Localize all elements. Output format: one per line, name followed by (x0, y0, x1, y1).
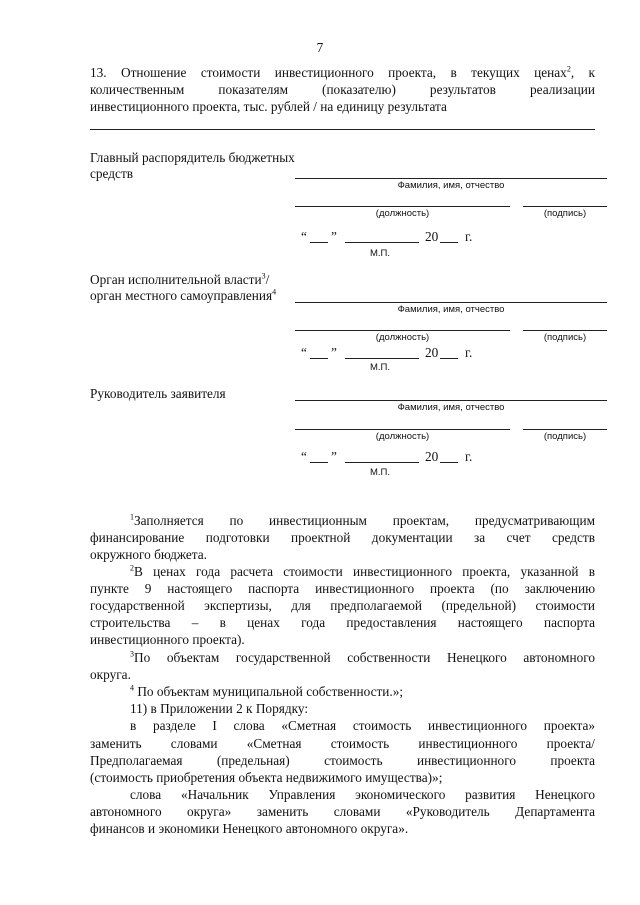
paragraph-a-line-3: Предполагаемая (предельная) стоимость инвестиционного проекта (90, 753, 595, 768)
page-number: 7 (316, 40, 324, 55)
paragraph-b-line-3: финансов и экономики Ненецкого автономного округа». (90, 821, 409, 836)
paragraph-a-line-2: заменить словами «Сметная стоимость инвестиционного проекта/ (90, 736, 595, 751)
paragraph-b-line-2: автономного округа» заменить словами «Руководитель Департамента (90, 804, 595, 819)
signatory-1-date: “ ” 20 г. (301, 229, 473, 244)
signatory-2-fio-caption: Фамилия, имя, отчество (397, 304, 505, 315)
footnote-2-line-3: государственной экспертизы, для предполагаемой (предельной) стоимости (90, 598, 595, 613)
signatory-3-fio-line[interactable] (295, 400, 607, 401)
paragraph-a-line-1: в разделе I слова «Сметная стоимость инвестиционного проекта» (130, 718, 595, 733)
signatory-2-stamp: М.П. (370, 362, 391, 373)
signatory-3-date: “ ” 20 г. (301, 449, 473, 464)
footnote-2-line-4: строительства – в ценах года предоставления настоящего паспорта (90, 615, 595, 630)
signatory-2-signature-line[interactable] (523, 330, 607, 331)
signatory-1-stamp: М.П. (370, 248, 391, 259)
paragraph-b-line-1: слова «Начальник Управления экономического развития Ненецкого (130, 787, 595, 802)
signatory-1-signature-line[interactable] (523, 206, 607, 207)
item-11: 11) в Приложении 2 к Порядку: (130, 701, 309, 716)
footnote-1-line-3: окружного бюджета. (90, 547, 208, 562)
signatory-3-signature-caption: (подпись) (543, 431, 587, 442)
signatory-2-date: “ ” 20 г. (301, 345, 473, 360)
signatory-3-position-line[interactable] (295, 429, 510, 430)
signatory-2-position-line[interactable] (295, 330, 510, 331)
signatory-2-label: Орган исполнительной власти$^3$/ орган местного самоуправления$^4$ (90, 271, 277, 303)
signatory-3-position-caption: (должность) (375, 431, 430, 442)
footnote-3-line-2: округа. (90, 667, 131, 682)
footnote-2-line-1: $^2$В ценах года расчета стоимости инвестиционного проекта, указанной в (130, 563, 595, 579)
footnote-2-line-5: инвестиционного проекта). (90, 632, 245, 647)
footnote-2-line-2: пункте 9 настоящего паспорта инвестиционного проекта (по заключению (90, 581, 595, 596)
signatory-3-stamp: М.П. (370, 467, 391, 478)
signatory-1-label: Главный распорядитель бюджетных средств (90, 150, 295, 181)
signatory-1-fio-line[interactable] (295, 178, 607, 179)
heading-underline (90, 129, 595, 130)
signatory-2-position-caption: (должность) (375, 332, 430, 343)
footnote-3-line-1: $^3$По объектам государственной собственности Ненецкого автономного (130, 649, 595, 665)
signatory-2-fio-line[interactable] (295, 302, 607, 303)
signatory-3-fio-caption: Фамилия, имя, отчество (397, 402, 505, 413)
signatory-1-position-caption: (должность) (375, 208, 430, 219)
heading-line-1: 13. Отношение стоимости инвестиционного проекта, в текущих ценах$^2$, к (90, 64, 596, 80)
paragraph-a-line-4: (стоимость приобретения объекта недвижимого имущества)»; (90, 770, 443, 785)
footnote-1-line-1: $^1$Заполняется по инвестиционным проектам, предусматривающим (130, 512, 595, 528)
signatory-3-signature-line[interactable] (523, 429, 607, 430)
signatory-1-position-line[interactable] (295, 206, 510, 207)
footnote-1-line-2: финансирование подготовки проектной документации за счет средств (90, 530, 595, 545)
footnote-4: $^4$ По объектам муниципальной собственности.»; (130, 683, 404, 699)
heading-line-2: количественным показателям (показателю) результатов реализации (90, 82, 595, 97)
signatory-2-signature-caption: (подпись) (543, 332, 587, 343)
heading-line-3: инвестиционного проекта, тыс. рублей / на единицу результата (90, 99, 447, 114)
signatory-1-fio-caption: Фамилия, имя, отчество (397, 180, 505, 191)
signatory-1-signature-caption: (подпись) (543, 208, 587, 219)
signatory-3-label: Руководитель заявителя (90, 386, 226, 401)
